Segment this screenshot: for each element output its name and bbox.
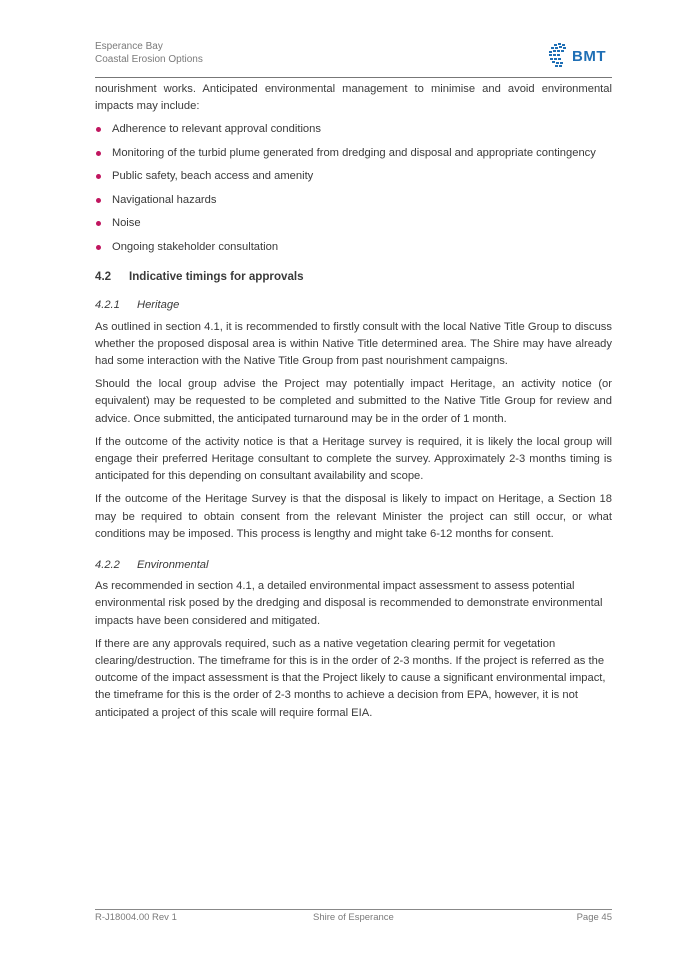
document-reference: R-J18004.00 Rev 1	[95, 912, 177, 923]
footer-divider	[95, 909, 612, 910]
heritage-paragraph: As outlined in section 4.1, it is recommended to firstly consult with the local Native Title Group to discuss whether the proposed disposal area is within Native Title determined area. The Shire may have already had some interaction with the Native Title Group from past nourishment campaigns.	[95, 320, 612, 367]
heritage-paragraph: If the outcome of the activity notice is that a Heritage survey is required, it is likely the local group will engage their preferred Heritage consultant to complete the survey. Approximately 2-3 months timing is anticipated for this depending on consultant availability and scope.	[95, 435, 612, 483]
bullet-icon	[96, 198, 101, 203]
environmental-paragraph: If there are any approvals required, such as a native vegetation clearing permit for vegetation clearing/destruction. The timeframe for this is in the order of 2-3 months. If the project is referred as the outcome of the impact assessment is that the Project likely to cause a significant environmental impact, the timeframe for this is the order of 2-3 months to achieve a decision from EPA, however, it is not anticipated a project of this scale will require formal EIA.	[95, 637, 606, 719]
intro-paragraph: nourishment works. Anticipated environmental management to minimise and avoid environmental impacts may include:	[95, 83, 612, 113]
bullet-icon	[96, 127, 101, 132]
header-subtitle: Coastal Erosion Options	[95, 54, 203, 65]
bullet-icon	[96, 221, 101, 226]
bullet-icon	[96, 174, 101, 179]
list-item: Adherence to relevant approval conditions	[95, 121, 612, 138]
page-number: Page 45	[576, 912, 612, 923]
heritage-paragraph: Should the local group advise the Project may potentially impact Heritage, an activity notice (or equivalent) may be requested to be completed and submitted to the Native Title Group for review and advice. Once submitted, the anticipated turnaround may be in the order of 1 month.	[95, 378, 612, 425]
list-item: Noise	[95, 215, 612, 232]
bullet-icon	[96, 151, 101, 156]
list-item: Ongoing stakeholder consultation	[95, 239, 612, 256]
environmental-paragraph: As recommended in section 4.1, a detailed environmental impact assessment to assess potential environmental risk posed by the dredging and disposal is recommended to demonstrate environmental impacts have been considered and mitigated.	[95, 580, 603, 627]
list-item: Monitoring of the turbid plume generated from dredging and disposal and appropriate contingency	[95, 145, 612, 162]
section-heading-4-2: 4.2 Indicative timings for approvals	[95, 270, 304, 284]
header-divider	[95, 77, 612, 78]
bullet-icon	[96, 245, 101, 250]
header-title: Esperance Bay	[95, 41, 163, 52]
subsection-heading-heritage: 4.2.1 Heritage	[95, 299, 180, 312]
logo-text: BMT	[572, 48, 606, 65]
list-item: Public safety, beach access and amenity	[95, 168, 612, 185]
page-header	[95, 40, 610, 77]
bmt-globe-icon	[548, 42, 570, 68]
bmt-logo	[548, 42, 610, 68]
subsection-heading-environmental: 4.2.2 Environmental	[95, 558, 209, 571]
client-name: Shire of Esperance	[313, 912, 394, 923]
page-body	[95, 81, 612, 728]
impact-list	[95, 121, 612, 256]
list-item: Navigational hazards	[95, 192, 612, 209]
heritage-paragraph: If the outcome of the Heritage Survey is that the disposal is likely to impact on Heritage, a Section 18 may be required to obtain consent from the relevant Minister the project can still occur, or what conditions may be imposed. This process is lengthy and might take 6-12 months for consent.	[95, 493, 612, 540]
